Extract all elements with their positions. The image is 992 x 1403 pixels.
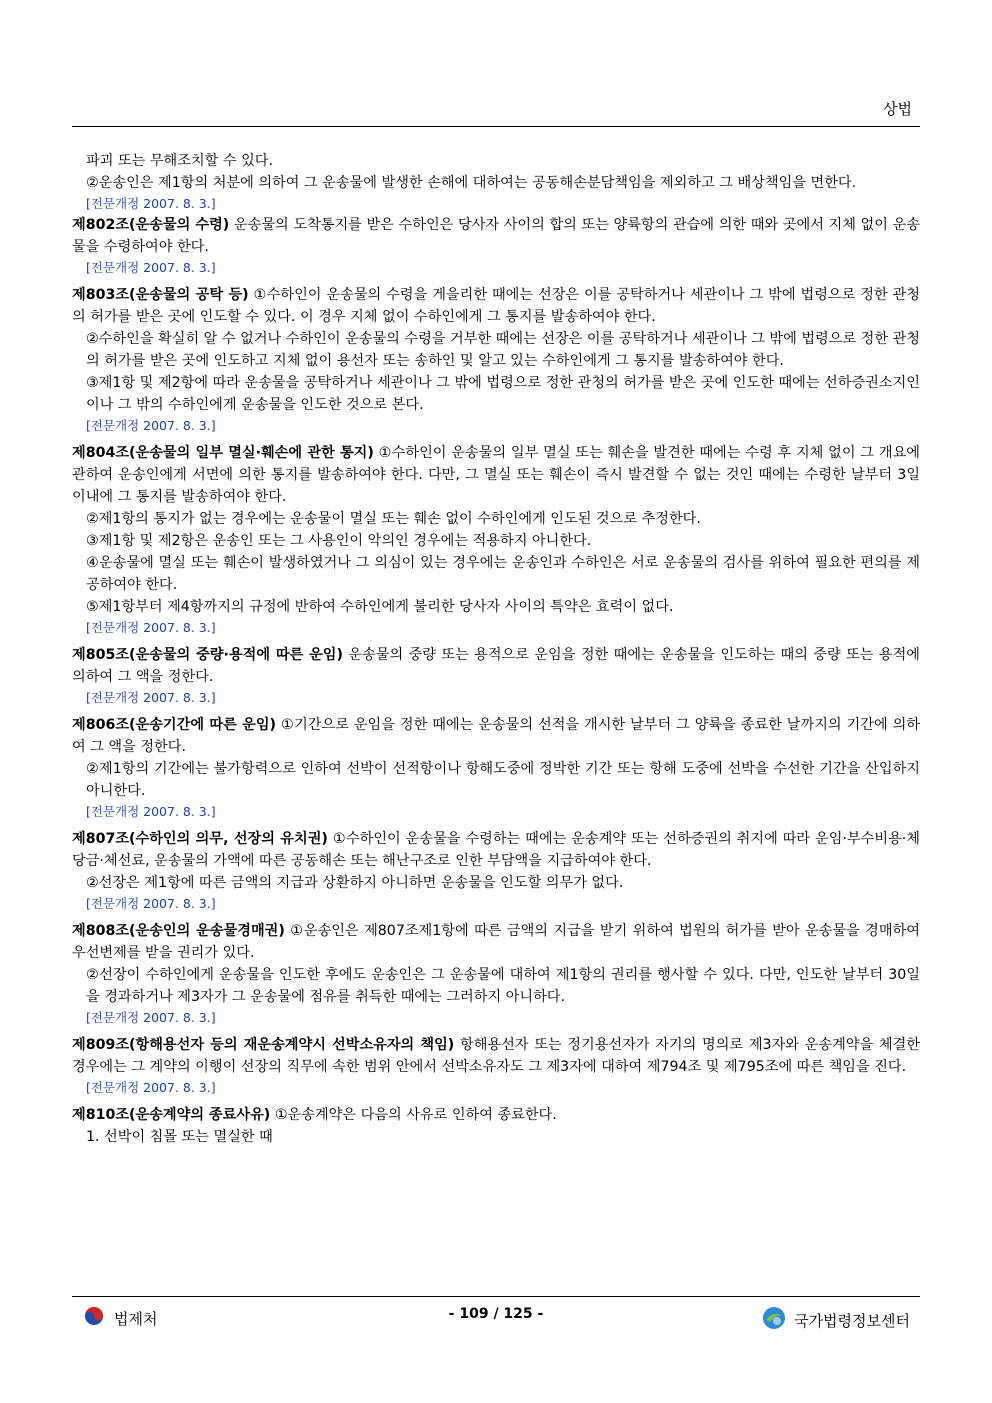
document-body [72, 150, 920, 1154]
article-title [72, 647, 343, 663]
paragraph-text: 운송물의 중량 또는 용적으로 운임을 정한 때에는 운송물을 인도하는 때의 중량 또는 용적에 의하여 그 액을 정한다. [72, 647, 921, 685]
amendment-date: [전문개정 2007. 8. 3.] [86, 1010, 216, 1025]
paragraph: ③제1항 및 제2항에 따라 운송물을 공탁하거나 세관이나 그 밖에 법령으로 정한 관청의 허가를 받은 곳에 인도한 때에는 선하증권소지인이나 그 밖의 수하인에게 운송물을 인도한 것으로 본다. [86, 375, 920, 413]
paragraph-text: 항해용선자 또는 정기용선자가 자기의 명의로 제3자와 운송계약을 체결한 경우에는 그 계약의 이행이 선장의 직무에 속한 범위 안에서 선박소유자도 그 제3자에 대하여 제794조 및 제795조에 따른 책임을 진다. [72, 1037, 920, 1075]
paragraph: ②제1항의 통지가 없는 경우에는 운송물이 멸실 또는 훼손 없이 수하인에게 인도된 것으로 추정한다. [86, 511, 701, 527]
article-number: 제808조 [72, 923, 130, 939]
footer-right-label: 국가법령정보센터 [794, 1311, 910, 1330]
amendment-date: [전문개정 2007. 8. 3.] [86, 196, 216, 211]
article-title [72, 1107, 270, 1123]
article-title [72, 923, 285, 939]
article-number: 제806조 [72, 717, 130, 733]
article-title [72, 717, 276, 733]
footer-divider [72, 1296, 920, 1297]
amendment-date: [전문개정 2007. 8. 3.] [86, 1080, 216, 1095]
article-title [72, 287, 249, 303]
article-title [72, 831, 328, 847]
article [72, 214, 920, 278]
article [72, 828, 920, 914]
paragraph-text: ①수하인이 운송물의 수령을 게을리한 때에는 선장은 이를 공탁하거나 세관이나 그 밖에 법령으로 정한 관청의 허가를 받은 곳에 인도할 수 있다. 이 경우 지체 없이 수하인에게 그 통지를 발송하여야 한다. [72, 287, 920, 325]
article-first-paragraph [72, 714, 920, 758]
footer-left-label: 법제처 [114, 1309, 158, 1328]
paragraph: ⑤제1항부터 제4항까지의 규정에 반하여 수하인에게 불리한 당사자 사이의 특약은 효력이 없다. [86, 599, 674, 615]
continued-text [72, 150, 920, 214]
amendment-date: [전문개정 2007. 8. 3.] [86, 690, 216, 705]
paragraph: ④운송물에 멸실 또는 훼손이 발생하였거나 그 의심이 있는 경우에는 운송인과 수하인은 서로 운송물의 검사를 위하여 필요한 편의를 제공하여야 한다. [86, 555, 920, 593]
paragraph: ③제1항 및 제2항은 운송인 또는 그 사용인이 악의인 경우에는 적용하지 아니한다. [86, 533, 592, 549]
amendment-date: [전문개정 2007. 8. 3.] [86, 804, 216, 819]
amendment-date: [전문개정 2007. 8. 3.] [86, 896, 216, 911]
amendment-date: [전문개정 2007. 8. 3.] [86, 418, 216, 433]
article-heading: (수하인의 의무, 선장의 유치권) [129, 831, 328, 847]
page-footer [72, 1304, 920, 1332]
article-title [72, 217, 229, 233]
law-center-logo-icon [762, 1306, 786, 1334]
page-header-title: 상법 [883, 100, 912, 118]
article-heading: (운송인의 운송물경매권) [129, 923, 285, 939]
article [72, 284, 920, 436]
paragraph-text: ①수하인이 운송물을 수령하는 때에는 운송계약 또는 선하증권의 취지에 따라 운임·부수비용·체당금·체선료, 운송물의 가액에 따른 공동해손 또는 해난구조로 인한 부담액을 지급하여야 한다. [72, 831, 920, 869]
paragraph: ②선장은 제1항에 따른 금액의 지급과 상환하지 아니하면 운송물을 인도할 의무가 없다. [86, 875, 624, 891]
article-title [72, 1037, 454, 1053]
article-heading: (운송계약의 종료사유) [129, 1107, 271, 1123]
paragraph: ②선장이 수하인에게 운송물을 인도한 후에도 운송인은 그 운송물에 대하여 제1항의 권리를 행사할 수 있다. 다만, 인도한 날부터 30일을 경과하거나 제3자가 그 운송물에 점유를 취득한 때에는 그러하지 아니하다. [86, 967, 920, 1005]
paragraph: ②운송인은 제1항의 처분에 의하여 그 운송물에 발생한 손해에 대하여는 공동해손분담책임을 제외하고 그 배상책임을 면한다. [86, 175, 857, 191]
article [72, 1104, 920, 1148]
article-number: 제803조 [72, 287, 130, 303]
article-heading: (운송물의 공탁 등) [129, 287, 249, 303]
article-first-paragraph [72, 442, 920, 508]
article-heading: (항해용선자 등의 재운송계약시 선박소유자의 책임) [129, 1037, 455, 1053]
article-heading: (운송물의 중량·용적에 따른 운임) [129, 647, 343, 663]
article-number: 제802조 [72, 217, 130, 233]
article-first-paragraph [72, 828, 920, 872]
article-heading: (운송물의 수령) [129, 217, 230, 233]
article-heading: (운송기간에 따른 운임) [129, 717, 277, 733]
article-heading: (운송물의 일부 멸실·훼손에 관한 통지) [129, 445, 374, 461]
article [72, 644, 920, 708]
article-first-paragraph [72, 284, 920, 328]
article [72, 442, 920, 638]
paragraph-text: 운송물의 도착통지를 받은 수하인은 당사자 사이의 합의 또는 양륙항의 관습에 의한 때와 곳에서 지체 없이 운송물을 수령하여야 한다. [72, 217, 920, 255]
article-first-paragraph [72, 214, 920, 258]
article-first-paragraph [72, 1104, 920, 1126]
page-number: - 109 / 125 - [448, 1306, 544, 1322]
article-number: 제805조 [72, 647, 130, 663]
article [72, 920, 920, 1028]
article [72, 714, 920, 822]
paragraph: ②수하인을 확실히 알 수 없거나 수하인이 운송물의 수령을 거부한 때에는 선장은 이를 공탁하거나 세관이나 그 밖에 법령으로 정한 관청의 허가를 받은 곳에 인도하고 지체 없이 용선자 또는 송하인 및 알고 있는 수하인에게 그 통지를 발송하여야 한다. [86, 331, 920, 369]
article-number: 제807조 [72, 831, 130, 847]
paragraph-text: ①운송계약은 다음의 사유로 인하여 종료한다. [274, 1107, 557, 1123]
article-number: 제804조 [72, 445, 130, 461]
amendment-date: [전문개정 2007. 8. 3.] [86, 620, 216, 635]
amendment-date: [전문개정 2007. 8. 3.] [86, 260, 216, 275]
article-first-paragraph [72, 644, 920, 688]
article-number: 제809조 [72, 1037, 130, 1053]
paragraph: ②제1항의 기간에는 불가항력으로 인하여 선박이 선적항이나 항해도중에 정박한 기간 또는 항해 도중에 선박을 수선한 기간을 산입하지 아니한다. [86, 761, 920, 799]
paragraph: 파괴 또는 무해조치할 수 있다. [86, 153, 274, 169]
footer-right [762, 1306, 910, 1334]
article-first-paragraph [72, 920, 920, 964]
paragraph-text: ①운송인은 제807조제1항에 따른 금액의 지급을 받기 위하여 법원의 허가를 받아 운송물을 경매하여 우선변제를 받을 권리가 있다. [72, 923, 920, 961]
article-first-paragraph [72, 1034, 920, 1078]
paragraph: 1. 선박이 침몰 또는 멸실한 때 [86, 1129, 273, 1145]
paragraph-text: ①기간으로 운임을 정한 때에는 운송물의 선적을 개시한 날부터 그 양륙을 종료한 날까지의 기간에 의하여 그 액을 정한다. [72, 717, 920, 755]
paragraph-text: ①수하인이 운송물의 일부 멸실 또는 훼손을 발견한 때에는 수령 후 지체 없이 그 개요에 관하여 운송인에게 서면에 의한 통지를 발송하여야 한다. 다만, 그 멸실 또는 훼손이 즉시 발견할 수 없는 것인 때에는 수령한 날부터 3일 이내에 그 통지를 발송하여야 한다. [72, 445, 920, 505]
header-divider [72, 126, 920, 127]
article-number: 제810조 [72, 1107, 130, 1123]
article [72, 1034, 920, 1098]
article-title [72, 445, 374, 461]
